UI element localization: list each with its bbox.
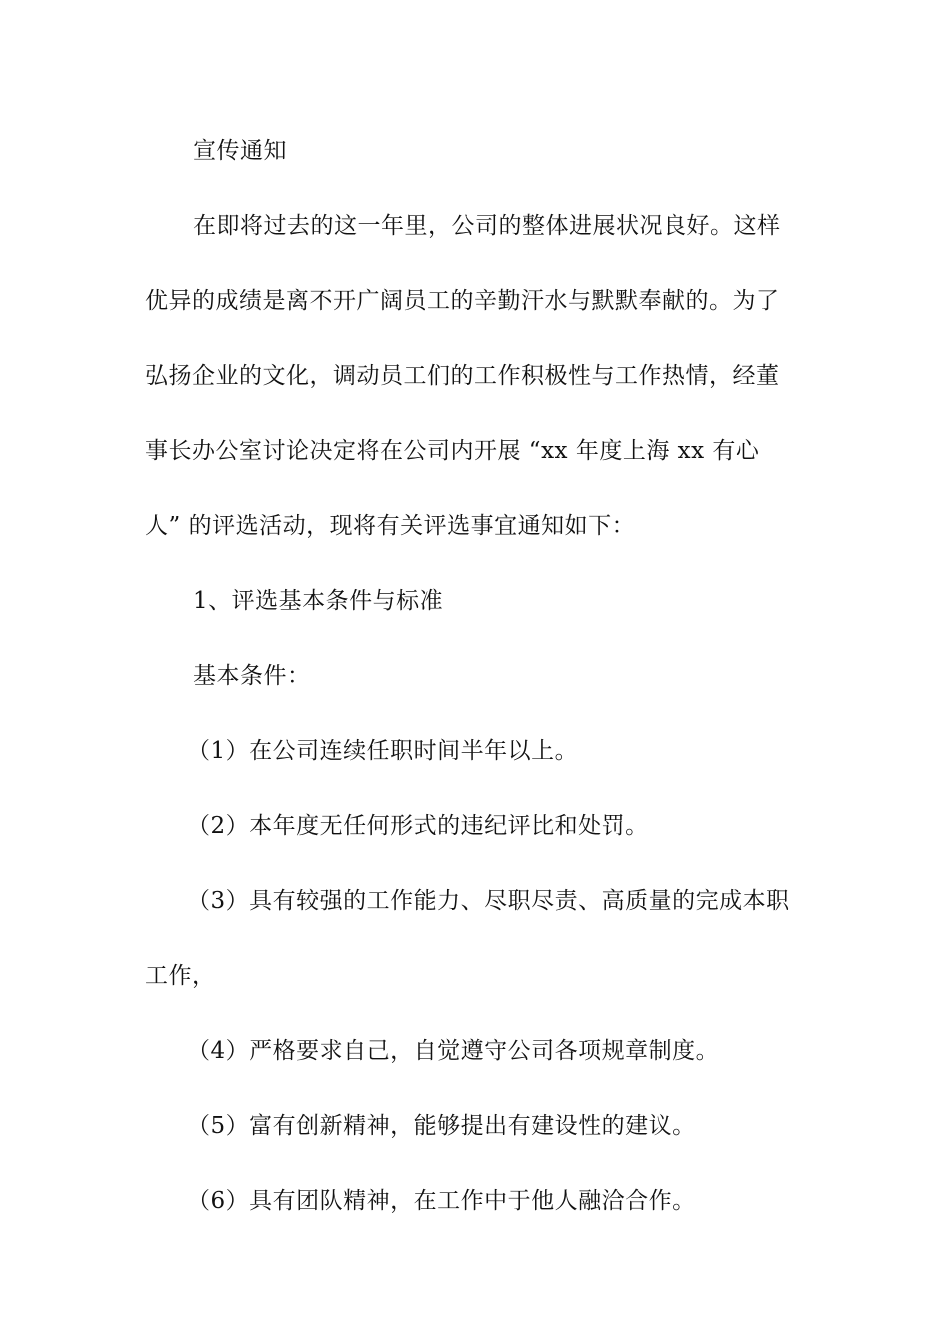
condition-item: （5）富有创新精神，能够提出有建设性的建议。 [187,1113,696,1139]
basic-conditions-label: 基本条件： [193,663,311,689]
paragraph-line: 弘扬企业的文化，调动员工们的工作积极性与工作热情，经董 [145,363,780,389]
condition-item: （3）具有较强的工作能力、尽职尽责、高质量的完成本职 [187,888,790,914]
paragraph-line: 在即将过去的这一年里，公司的整体进展状况良好。这样 [193,213,781,239]
paragraph-line: 优异的成绩是离不开广阔员工的辛勤汗水与默默奉献的。为了 [145,288,780,314]
condition-item: （4）严格要求自己，自觉遵守公司各项规章制度。 [187,1038,720,1064]
paragraph-line: 人” 的评选活动，现将有关评选事宜通知如下： [145,513,636,539]
section-heading: 1、评选基本条件与标准 [193,588,444,614]
condition-item-continuation: 工作， [145,963,216,989]
paragraph-line: 事长办公室讨论决定将在公司内开展 “xx 年度上海 xx 有心 [145,438,760,464]
document-title: 宣传通知 [193,138,287,164]
condition-item: （2）本年度无任何形式的违纪评比和处罚。 [187,813,649,839]
condition-item: （1）在公司连续任职时间半年以上。 [187,738,579,764]
condition-item: （6）具有团队精神，在工作中于他人融洽合作。 [187,1188,696,1214]
